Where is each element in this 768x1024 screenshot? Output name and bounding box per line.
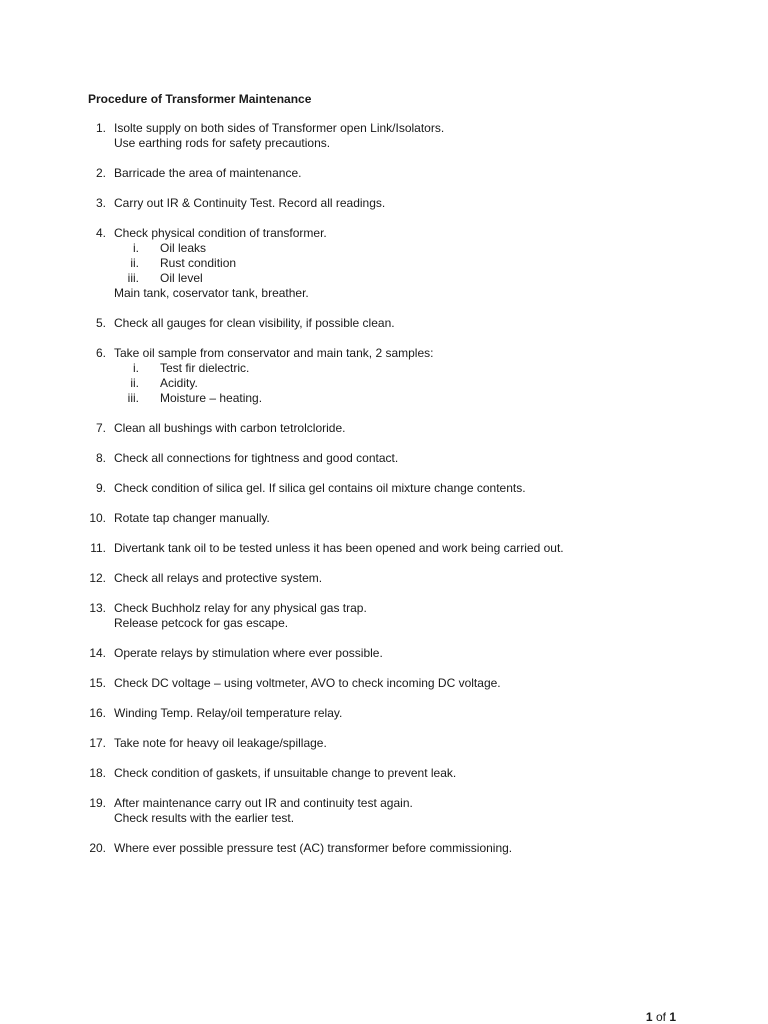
step-body	[114, 346, 728, 406]
procedure-step	[88, 676, 728, 691]
procedure-step	[88, 511, 728, 526]
step-body	[114, 676, 728, 691]
step-number: 8.	[95, 451, 106, 465]
step-body	[114, 421, 728, 436]
step-body	[114, 226, 728, 301]
step-text-line: Release petcock for gas escape.	[114, 616, 289, 630]
step-number: 14.	[89, 646, 106, 660]
step-body	[114, 736, 728, 751]
step-text-line: Rotate tap changer manually.	[114, 511, 270, 525]
step-number: 12.	[89, 571, 106, 585]
step-body	[114, 646, 728, 661]
step-text-line: Winding Temp. Relay/oil temperature relay.	[114, 706, 343, 720]
step-text-line: Barricade the area of maintenance.	[114, 166, 302, 180]
page-current: 1	[645, 1010, 653, 1024]
step-number: 5.	[95, 316, 106, 330]
sub-item-text: Oil leaks	[160, 241, 207, 255]
step-text-line: Check all relays and protective system.	[114, 571, 323, 585]
step-body	[114, 481, 728, 496]
page-number	[646, 1010, 676, 1024]
step-text-line: Take note for heavy oil leakage/spillage.	[114, 736, 327, 750]
step-text-line: Check results with the earlier test.	[114, 811, 295, 825]
procedure-step	[88, 766, 728, 781]
step-text-line: Check Buchholz relay for any physical gas trap.	[114, 601, 367, 615]
procedure-step	[88, 421, 728, 436]
procedure-step	[88, 121, 728, 151]
procedure-step-list	[88, 121, 728, 871]
sub-item	[114, 271, 728, 286]
step-body	[114, 166, 728, 181]
step-note: Main tank, coservator tank, breather.	[114, 286, 309, 300]
sub-item	[114, 256, 728, 271]
procedure-step	[88, 346, 728, 406]
sub-item-list	[114, 241, 728, 286]
sub-item-number: i.	[133, 241, 139, 255]
sub-item-number: iii.	[127, 391, 139, 405]
step-text-line: Check condition of gaskets, if unsuitable change to prevent leak.	[114, 766, 457, 780]
step-number: 11.	[90, 541, 106, 555]
procedure-step	[88, 481, 728, 496]
procedure-step	[88, 226, 728, 301]
step-text-line: Divertank tank oil to be tested unless it has been opened and work being carried out.	[114, 541, 564, 555]
step-text-line: Clean all bushings with carbon tetrolcloride.	[114, 421, 346, 435]
step-body	[114, 841, 728, 856]
sub-item-number: iii.	[127, 271, 139, 285]
step-text-line: Check physical condition of transformer.	[114, 226, 327, 240]
sub-item	[114, 391, 728, 406]
step-number: 7.	[95, 421, 106, 435]
step-number: 16.	[89, 706, 106, 720]
step-body	[114, 706, 728, 721]
step-number: 10.	[89, 511, 106, 525]
step-text-line: Check all gauges for clean visibility, if possible clean.	[114, 316, 395, 330]
step-body	[114, 796, 728, 826]
procedure-step	[88, 601, 728, 631]
sub-item-text: Oil level	[160, 271, 203, 285]
step-body	[114, 541, 728, 556]
step-number: 3.	[95, 196, 106, 210]
procedure-step	[88, 736, 728, 751]
step-text-line: Carry out IR & Continuity Test. Record all readings.	[114, 196, 386, 210]
step-text-line: Take oil sample from conservator and main tank, 2 samples:	[114, 346, 434, 360]
step-text-line: Where ever possible pressure test (AC) transformer before commissioning.	[114, 841, 513, 855]
procedure-step	[88, 706, 728, 721]
step-number: 2.	[95, 166, 106, 180]
sub-item	[114, 361, 728, 376]
procedure-step	[88, 196, 728, 211]
step-number: 15.	[89, 676, 106, 690]
step-text-line: Use earthing rods for safety precautions.	[114, 136, 331, 150]
sub-item-list	[114, 361, 728, 406]
step-number: 4.	[95, 226, 106, 240]
step-text-line: Check all connections for tightness and good contact.	[114, 451, 399, 465]
step-number: 17.	[89, 736, 106, 750]
step-number: 19.	[89, 796, 106, 810]
step-body	[114, 316, 728, 331]
page-of-label: of	[655, 1010, 666, 1024]
step-number: 13.	[89, 601, 106, 615]
step-body	[114, 601, 728, 631]
step-number: 6.	[95, 346, 106, 360]
step-body	[114, 196, 728, 211]
sub-item-text: Acidity.	[160, 376, 198, 390]
sub-item	[114, 376, 728, 391]
page-title: Procedure of Transformer Maintenance	[88, 92, 312, 106]
sub-item-number: ii.	[130, 376, 139, 390]
sub-item	[114, 241, 728, 256]
procedure-step	[88, 571, 728, 586]
step-number: 1.	[95, 121, 106, 135]
step-number: 9.	[95, 481, 106, 495]
procedure-step	[88, 646, 728, 661]
step-body	[114, 511, 728, 526]
step-body	[114, 121, 728, 151]
procedure-step	[88, 166, 728, 181]
sub-item-number: ii.	[130, 256, 139, 270]
procedure-step	[88, 796, 728, 826]
step-text-line: After maintenance carry out IR and continuity test again.	[114, 796, 413, 810]
page-total: 1	[669, 1010, 676, 1024]
procedure-step	[88, 451, 728, 466]
step-text-line: Check DC voltage – using voltmeter, AVO to check incoming DC voltage.	[114, 676, 501, 690]
sub-item-text: Moisture – heating.	[160, 391, 263, 405]
sub-item-number: i.	[133, 361, 139, 375]
step-body	[114, 766, 728, 781]
step-body	[114, 571, 728, 586]
sub-item-text: Test fir dielectric.	[160, 361, 250, 375]
procedure-step	[88, 841, 728, 856]
step-number: 18.	[89, 766, 106, 780]
procedure-step	[88, 316, 728, 331]
step-number: 20.	[89, 841, 106, 855]
step-text-line: Isolte supply on both sides of Transformer open Link/Isolators.	[114, 121, 445, 135]
step-text-line: Check condition of silica gel. If silica gel contains oil mixture change contents.	[114, 481, 526, 495]
sub-item-text: Rust condition	[160, 256, 237, 270]
step-text-line: Operate relays by stimulation where ever possible.	[114, 646, 383, 660]
procedure-step	[88, 541, 728, 556]
step-body	[114, 451, 728, 466]
